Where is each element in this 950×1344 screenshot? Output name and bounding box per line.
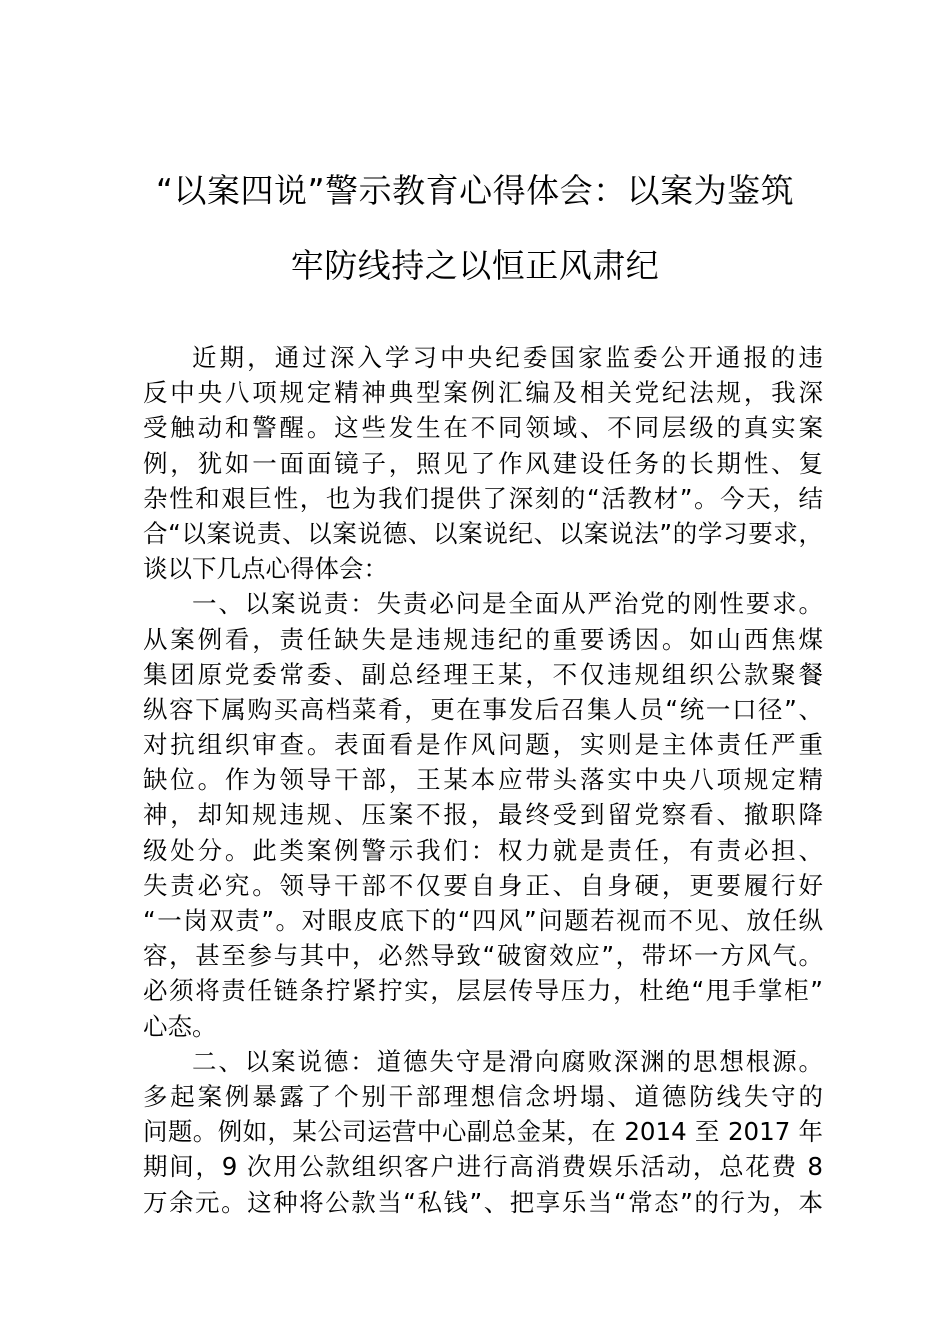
- text-line: 失责必究。领导干部不仅要自身正、自身硬，更要履行好: [143, 870, 823, 900]
- section-heading-line: 一、以案说责：失责必问是全面从严治党的刚性要求。: [192, 589, 823, 619]
- text-line: 级处分。此类案例警示我们：权力就是责任，有责必担、: [143, 835, 823, 865]
- text-line: 反中央八项规定精神典型案例汇编及相关党纪法规，我深: [143, 378, 823, 408]
- text-line: 神，却知规违规、压案不报，最终受到留党察看、撤职降: [143, 800, 823, 830]
- paragraph-section-two: [143, 1044, 823, 1220]
- document-title-line-1: “以案四说”警示教育心得体会：以案为鉴筑: [155, 171, 795, 210]
- text-line: 期间，9 次用公款组织客户进行高消费娱乐活动，总花费 8: [143, 1152, 823, 1182]
- text-line: 缺位。作为领导干部，王某本应带头落实中央八项规定精: [143, 765, 823, 795]
- text-line: 必须将责任链条拧紧拧实，层层传导压力，杜绝“甩手掌柜”: [143, 976, 823, 1006]
- text-line: 杂性和艰巨性，也为我们提供了深刻的“活教材”。今天，结: [143, 483, 823, 513]
- document-body: [143, 340, 823, 1220]
- paragraph-intro: [143, 340, 823, 586]
- text-line: 心态。: [143, 1011, 217, 1041]
- document-title-line-2: 牢防线持之以恒正风肃纪: [290, 246, 660, 285]
- text-line: 集团原党委常委、副总经理王某，不仅违规组织公款聚餐: [143, 659, 823, 689]
- text-line: 谈以下几点心得体会：: [143, 554, 388, 584]
- text-line: 容，甚至参与其中，必然导致“破窗效应”，带坏一方风气。: [143, 941, 823, 971]
- text-line: 近期，通过深入学习中央纪委国家监委公开通报的违: [192, 343, 823, 372]
- text-line: “一岗双责”。对眼皮底下的“四风”问题若视而不见、放任纵: [143, 906, 823, 935]
- text-line: 受触动和警醒。这些发生在不同领域、不同层级的真实案: [143, 413, 823, 443]
- text-line: 对抗组织审查。表面看是作风问题，实则是主体责任严重: [143, 730, 823, 760]
- paragraph-section-one: [143, 586, 823, 1043]
- text-line: 万余元。这种将公款当“私钱”、把享乐当“常态”的行为，本: [143, 1187, 823, 1217]
- text-line: 从案例看，责任缺失是违规违纪的重要诱因。如山西焦煤: [143, 624, 823, 654]
- text-line: 例，犹如一面面镜子，照见了作风建设任务的长期性、复: [143, 448, 823, 478]
- text-line: 合“以案说责、以案说德、以案说纪、以案说法”的学习要求，: [143, 518, 823, 548]
- section-heading-line: 二、以案说德：道德失守是滑向腐败深渊的思想根源。: [192, 1046, 823, 1076]
- text-line: 多起案例暴露了个别干部理想信念坍塌、道德防线失守的: [143, 1081, 823, 1111]
- text-line: 问题。例如，某公司运营中心副总金某，在 2014 至 2017 年: [143, 1117, 823, 1147]
- text-line: 纵容下属购买高档菜肴，更在事发后召集人员“统一口径”、: [143, 694, 823, 724]
